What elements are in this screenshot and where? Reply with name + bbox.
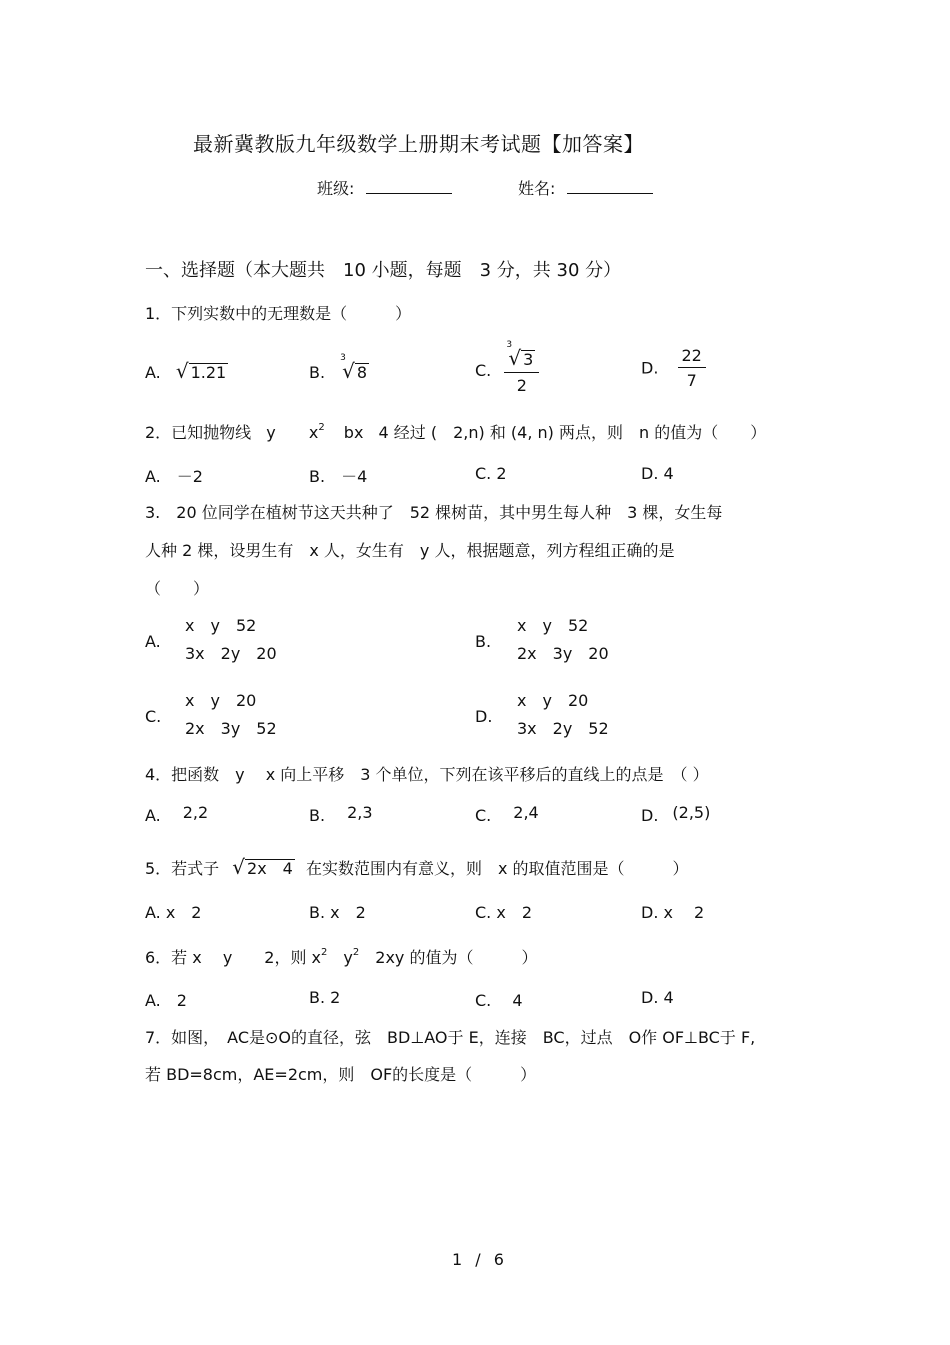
q4-a-label: A. xyxy=(145,806,161,825)
q2-bx: bx xyxy=(343,423,364,442)
q5-option-a: A. x 2 xyxy=(145,903,202,922)
class-blank xyxy=(366,179,452,194)
name-field xyxy=(518,176,653,199)
q3-a-eq1: x y 52 xyxy=(185,616,257,635)
q5-stem-a: 5．若式子 xyxy=(145,859,220,878)
q1-c-denominator: 2 xyxy=(516,376,527,395)
q5-option-b: B. x 2 xyxy=(309,903,366,922)
q4-d-label: D. xyxy=(641,806,659,825)
q1-d-label: D. xyxy=(641,358,659,378)
q4-c-label: C. xyxy=(475,806,492,825)
q3-d-eq2: 3x 2y 52 xyxy=(517,719,609,738)
q4-option-b xyxy=(309,803,373,825)
q4-a-value: 2,2 xyxy=(182,803,209,822)
q6-stem-b: 2xy 的值为（ ） xyxy=(359,948,538,967)
q1-option-c xyxy=(475,340,539,395)
q1-a-sqrt: √ 1.21 xyxy=(175,359,227,383)
q3-option-d xyxy=(517,687,609,743)
q1-c-numerator: 3 xyxy=(523,350,534,369)
q4-c-value: 2,4 xyxy=(513,803,539,822)
q5-stem-b: 在实数范围内有意义，则 x 的取值范围是（ ） xyxy=(305,859,689,878)
q6-stem-a: 6．若 x y 2，则 x xyxy=(145,948,322,967)
q3-d-label: D. xyxy=(475,707,493,726)
q2-option-c: C. 2 xyxy=(475,464,507,483)
q1-c-label: C. xyxy=(475,361,492,380)
q3-d-eq1: x y 20 xyxy=(517,691,589,710)
q2-stem-rest: 4 经过 ( 2,n) 和 (4, n) 两点，则 n 的值为（ ） xyxy=(378,423,767,442)
q2-option-a: A. －2 xyxy=(145,467,203,486)
q5-stem xyxy=(145,855,689,879)
q7-line1: 7．如图， AC是⊙O的直径，弦 BD⊥AO于 E，连接 BC，过点 O作 OF⊥BC于 F, xyxy=(145,1028,756,1047)
name-blank xyxy=(567,179,653,194)
q1-b-index: 3 xyxy=(340,353,346,363)
q6-option-c: C. 4 xyxy=(475,991,523,1010)
q7-line2: 若 BD=8cm，AE=2cm，则 OF的长度是（ ） xyxy=(145,1065,537,1084)
q3-line1: 3. 20 位同学在植树节这天共种了 52 棵树苗，其中男生每人种 3 棵，女生每 xyxy=(145,503,723,522)
q1-option-a xyxy=(145,359,228,383)
q6-stem xyxy=(145,945,537,968)
q1-option-b xyxy=(309,353,369,383)
q3-line2: 人种 2 棵，设男生有 x 人，女生有 y 人，根据题意，列方程组正确的是 xyxy=(145,541,675,560)
q3-a-eq2: 3x 2y 20 xyxy=(185,644,277,663)
q3-b-eq1: x y 52 xyxy=(517,616,589,635)
q6-mid: y xyxy=(327,948,353,967)
q1-b-label: B. xyxy=(309,363,326,382)
q1-c-index: 3 xyxy=(506,340,513,350)
q3-b-eq2: 2x 3y 20 xyxy=(517,644,609,663)
page-number: 1 / 6 xyxy=(452,1250,508,1269)
q2-y: y xyxy=(266,423,276,442)
q4-option-d xyxy=(641,803,711,825)
q3-c-label: C. xyxy=(145,707,162,726)
q5-option-d: D. x 2 xyxy=(641,903,705,922)
q3-b-label: B. xyxy=(475,632,492,651)
name-label: 姓名: xyxy=(518,179,556,198)
q3-option-a xyxy=(185,612,277,668)
q1-c-fraction: 3 √ 3 2 xyxy=(504,346,539,395)
q6-option-a: A. 2 xyxy=(145,991,187,1010)
q1-b-value: 8 xyxy=(356,363,368,382)
q3-option-b xyxy=(517,612,609,668)
q4-option-c xyxy=(475,803,539,825)
class-field xyxy=(317,176,452,199)
q4-option-a xyxy=(145,803,209,825)
q6-sup1: 2 xyxy=(321,947,328,958)
class-label: 班级: xyxy=(317,179,355,198)
q4-b-value: 2,3 xyxy=(347,803,373,822)
q6-sup2: 2 xyxy=(352,947,360,958)
q1-d-numerator: 22 xyxy=(678,346,706,368)
q3-option-c xyxy=(185,687,277,743)
q1-d-fraction xyxy=(678,346,706,390)
q5-option-c: C. x 2 xyxy=(475,903,532,922)
q4-d-value: (2,5) xyxy=(672,803,711,822)
q4-b-label: B. xyxy=(309,806,326,825)
q3-a-label: A. xyxy=(145,632,161,651)
q2-option-d: D. 4 xyxy=(641,464,674,483)
q3-line3: （ ） xyxy=(145,579,210,598)
q3-c-eq1: x y 20 xyxy=(185,691,257,710)
q6-option-b: B. 2 xyxy=(309,988,341,1007)
q1-d-denominator: 7 xyxy=(686,371,697,390)
q4-stem: 4．把函数 y x 向上平移 3 个单位，下列在该平移后的直线上的点是 （ ） xyxy=(145,765,709,784)
section-heading: 一、选择题（本大题共 10 小题，每题 3 分，共 30 分） xyxy=(145,260,622,281)
q2-option-b: B. －4 xyxy=(309,467,368,486)
q5-radicand: 2x 4 xyxy=(247,859,293,878)
q1-a-value: 1.21 xyxy=(190,363,227,382)
q1-a-label: A. xyxy=(145,363,161,382)
q2-sup: 2 xyxy=(318,422,325,433)
page-title: 最新冀教版九年级数学上册期末考试题【加答案】 xyxy=(193,132,644,156)
q2-x: x xyxy=(308,423,319,442)
q2-stem-a: 2．已知抛物线 xyxy=(145,423,252,442)
q5-sqrt: √ 2x 4 xyxy=(232,855,293,879)
q6-option-d: D. 4 xyxy=(641,988,674,1007)
q1-option-d xyxy=(641,346,706,390)
q2-stem xyxy=(145,420,766,443)
q1-stem: 1．下列实数中的无理数是（ ） xyxy=(145,304,412,323)
q3-c-eq2: 2x 3y 52 xyxy=(185,719,277,738)
q1-b-cuberoot: 3 √ 8 xyxy=(340,353,368,383)
